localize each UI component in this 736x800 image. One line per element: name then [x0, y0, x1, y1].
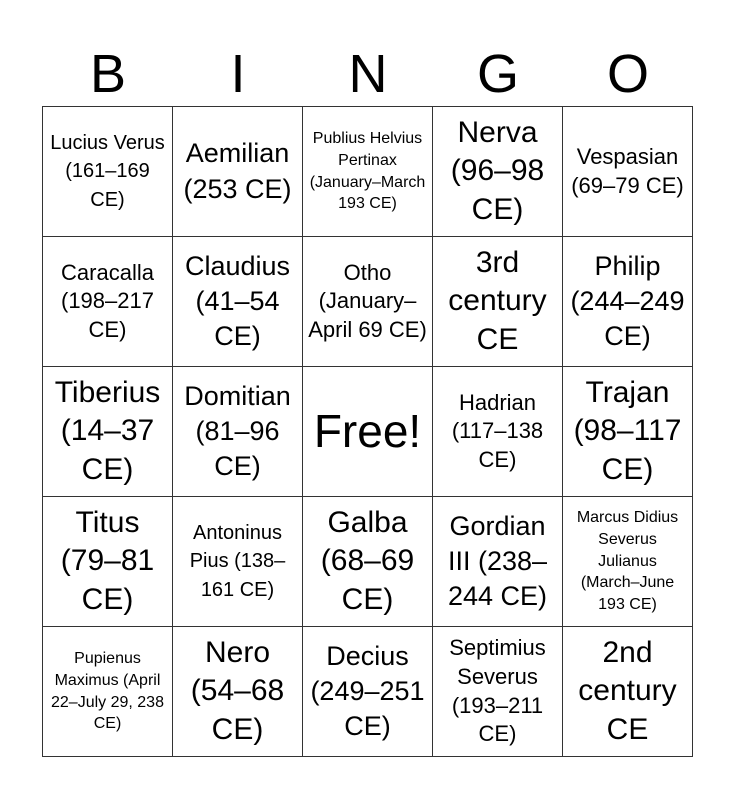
cell-label: Decius (249–251 CE)	[310, 640, 425, 742]
bingo-cell[interactable]	[432, 236, 563, 367]
bingo-cell[interactable]	[432, 626, 563, 757]
cell-label: Pupienus Maximus (April 22–July 29, 238 CE)	[51, 650, 164, 733]
header-letter-g: G	[476, 44, 519, 104]
bingo-cell[interactable]	[172, 366, 303, 497]
cell-label: Claudius (41–54 CE)	[184, 250, 291, 352]
bingo-cell[interactable]	[432, 496, 563, 627]
cell-label: Nerva (96–98 CE)	[450, 115, 545, 226]
cell-label: Domitian (81–96 CE)	[184, 380, 291, 482]
cell-label: Philip (244–249 CE)	[570, 250, 685, 352]
cell-label: 2nd century CE	[578, 635, 677, 746]
cell-label: Tiberius (14–37 CE)	[54, 375, 161, 486]
bingo-cell[interactable]	[172, 236, 303, 367]
bingo-cell[interactable]	[172, 106, 303, 237]
cell-label: Caracalla (198–217 CE)	[61, 259, 154, 342]
header-letter-b: B	[89, 44, 127, 104]
bingo-board	[43, 107, 693, 757]
bingo-cell[interactable]	[42, 366, 173, 497]
cell-label: Nero (54–68 CE)	[190, 635, 285, 746]
bingo-cell[interactable]	[562, 366, 693, 497]
cell-label: Otho (January–April 69 CE)	[308, 259, 427, 342]
bingo-cell[interactable]	[42, 106, 173, 237]
cell-label: Marcus Didius Severus Julianus (March–June 193 CE)	[576, 509, 679, 614]
bingo-cell[interactable]	[562, 106, 693, 237]
bingo-cell[interactable]	[302, 236, 433, 367]
cell-label: Septimius Severus (193–211 CE)	[449, 635, 546, 747]
bingo-cell[interactable]	[42, 626, 173, 757]
free-space-cell[interactable]	[302, 366, 433, 497]
bingo-cell[interactable]	[42, 496, 173, 627]
header-letter-i: I	[230, 44, 246, 104]
bingo-cell[interactable]	[562, 496, 693, 627]
bingo-cell[interactable]	[172, 496, 303, 627]
bingo-cell[interactable]	[432, 366, 563, 497]
free-space-label: Free!	[313, 405, 422, 458]
cell-label: Antoninus Pius (138–161 CE)	[189, 521, 286, 601]
cell-label: Aemilian (253 CE)	[183, 138, 292, 204]
cell-label: Lucius Verus (161–169 CE)	[50, 131, 165, 211]
bingo-cell[interactable]	[172, 626, 303, 757]
header-letter-n: N	[348, 44, 388, 104]
header-letter-o: O	[606, 44, 649, 104]
cell-label: Galba (68–69 CE)	[320, 505, 415, 616]
bingo-cell[interactable]	[432, 106, 563, 237]
bingo-header	[43, 40, 693, 108]
bingo-cell[interactable]	[302, 626, 433, 757]
bingo-cell[interactable]	[302, 496, 433, 627]
bingo-cell[interactable]	[562, 236, 693, 367]
cell-label: Hadrian (117–138 CE)	[451, 389, 544, 472]
cell-label: Publius Helvius Pertinax (January–March 193 CE)	[309, 130, 426, 213]
cell-label: Gordian III (238–244 CE)	[447, 510, 548, 612]
bingo-cell[interactable]	[42, 236, 173, 367]
cell-label: 3rd century CE	[448, 245, 547, 356]
cell-label: Titus (79–81 CE)	[60, 505, 155, 616]
bingo-cell[interactable]	[302, 106, 433, 237]
bingo-cell[interactable]	[562, 626, 693, 757]
cell-label: Trajan (98–117 CE)	[573, 375, 682, 486]
cell-label: Vespasian (69–79 CE)	[571, 143, 684, 198]
